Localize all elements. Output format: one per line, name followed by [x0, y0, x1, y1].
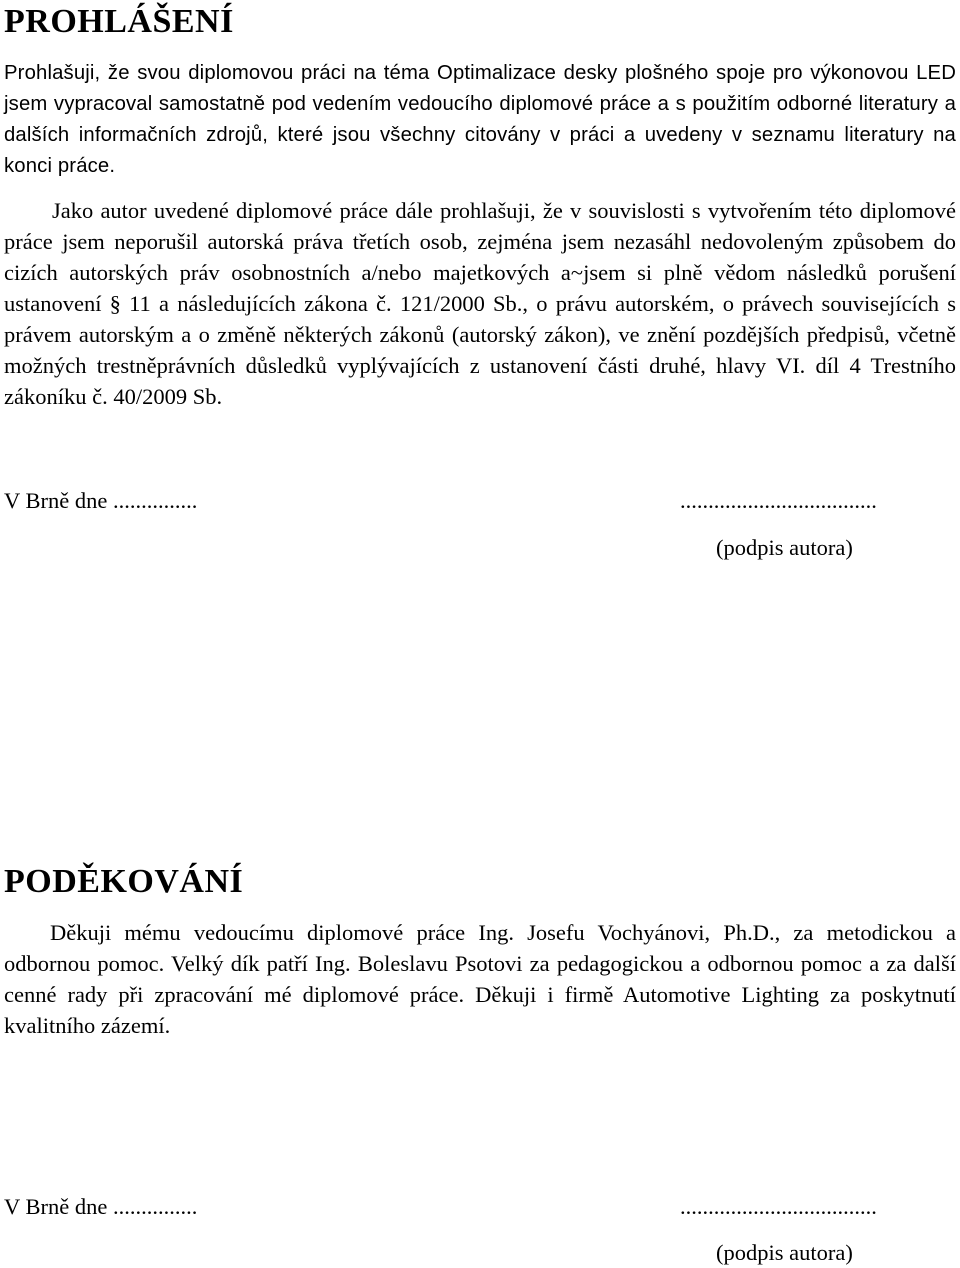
acknowledgement-paragraph: Děkuji mému vedoucímu diplomové práce Ing. Josefu Vochyánovi, Ph.D., za metodickou a odbornou pomoc. Velký dík patří Ing. Boleslavu Psotovi za pedagogickou a odbornou pomoc a za další cenné rady při zpracování mé diplomové práce. Děkuji i firmě Automotive Lighting za poskytnutí kvalitního zázemí.	[4, 920, 956, 1038]
acknowledgement-heading: PODĚKOVÁNÍ	[4, 863, 244, 900]
declaration-place-date: V Brně dne ...............	[4, 488, 198, 513]
acknowledgement-signature-line: ...................................	[680, 1194, 877, 1219]
acknowledgement-place-date: V Brně dne ...............	[4, 1194, 198, 1219]
declaration-signature-label: (podpis autora)	[716, 535, 853, 560]
declaration-heading: PROHLÁŠENÍ	[4, 3, 234, 40]
declaration-signature-line: ...................................	[680, 488, 877, 513]
acknowledgement-signature-label: (podpis autora)	[716, 1240, 853, 1265]
declaration-paragraph-1: Prohlašuji, že svou diplomovou práci na téma Optimalizace desky plošného spoje pro výkonovou LED jsem vypracoval samostatně pod vedením vedoucího diplomové práce a s použitím odborné literatury a dalších informačních zdrojů, které jsou všechny citovány v práci a uvedeny v seznamu literatury na konci práce.	[4, 62, 956, 177]
declaration-paragraph-2: Jako autor uvedené diplomové práce dále prohlašuji, že v souvislosti s vytvořením této diplomové práce jsem neporušil autorská práva třetích osob, zejména jsem nezasáhl nedovoleným způsobem do cizích autorských práv osobnostních a/nebo majetkových a~jsem si plně vědom následků porušení ustanovení § 11 a následujících zákona č. 121/2000 Sb., o právu autorském, o právech souvisejících s právem autorským a o změně některých zákonů (autorský zákon), ve znění pozdějších předpisů, včetně možných trestněprávních důsledků vyplývajících z ustanovení části druhé, hlavy VI. díl 4 Trestního zákoníku č. 40/2009 Sb.	[4, 198, 956, 409]
